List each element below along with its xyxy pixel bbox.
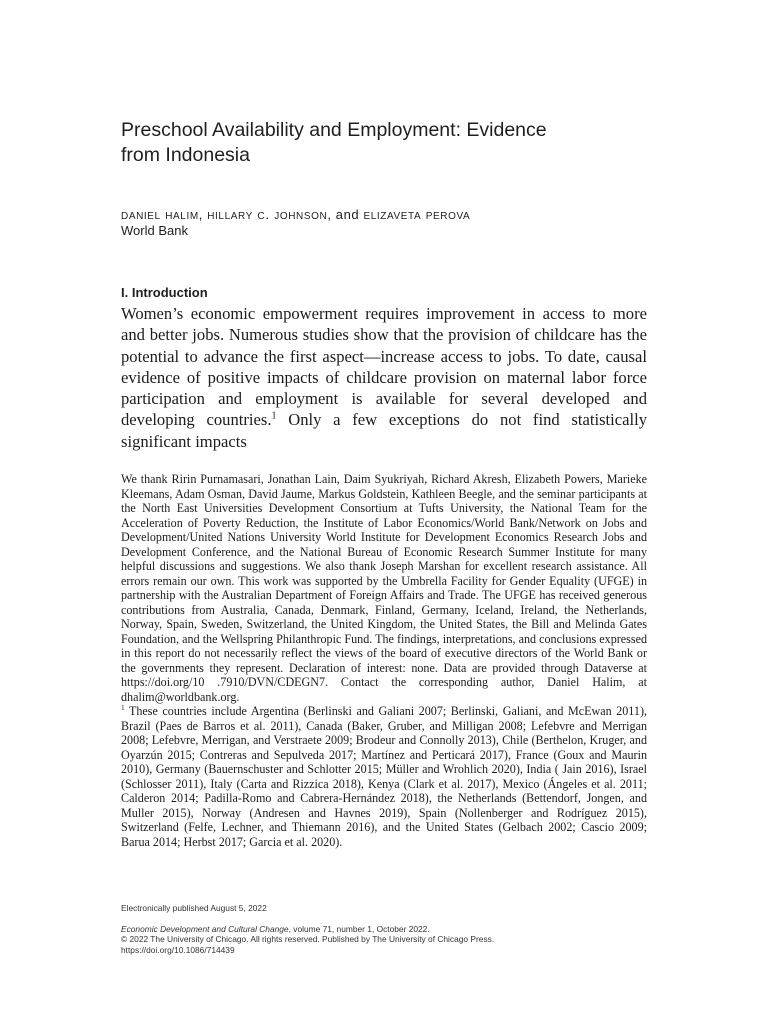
acknowledgment-note: We thank Ririn Purnamasari, Jonathan Lain, Daim Syukriyah, Richard Akresh, Elizabeth Powers, Marieke Kleemans, Adam Osman, David Jaume, Markus Goldstein, Kathleen Beegle, and the seminar participants at the North East Universities Development Consortium at Tufts University, the National Team for the Acceleration of Poverty Reduction, the Institute of Labor Economics/World Bank/Network on Jobs and Development/United Nations University World Institute for Development Economics Research Jobs and Development Conference, and the National Bureau of Economic Research Summer Institute for many helpful discussions and suggestions. We also thank Joseph Marshan for excellent research assistance. All errors remain our own. This work was supported by the Umbrella Facility for Gender Equality (UFGE) in partnership with the Australian Department of Foreign Affairs and Trade. The UFGE has received generous contributions from Australia, Canada, Denmark, Finland, Germany, Iceland, Ireland, the Netherlands, Norway, Spain, Sweden, Switzerland, the United Kingdom, the United States, the Bill and Melinda Gates Foundation, and the Wellspring Philanthropic Fund. The findings, interpretations, and conclusions expressed in this report do not necessarily reflect the views of the board of executive directors of the World Bank or the governments they represent. Declaration of interest: none. Data are provided through Dataverse at https://doi.org/10 .7910/DVN/CDEGN7. Contact the corresponding author, Daniel Halim, at dhalim@worldbank.org. bbox=[121, 472, 647, 704]
section-heading: I. Introduction bbox=[121, 285, 208, 300]
epub-date: Electronically published August 5, 2022 bbox=[121, 903, 267, 913]
doi-link[interactable]: https://doi.org/10.1086/714439 bbox=[121, 944, 235, 955]
journal-volume: , volume 71, number 1, October 2022. bbox=[288, 923, 430, 934]
intro-paragraph bbox=[121, 303, 647, 452]
footnote-text: These countries include Argentina (Berlinski and Galiani 2007; Berlinski, Galiani, and McEwan 2011), Brazil (Paes de Barros et al. 2011), Canada (Baker, Gruber, and Milligan 2008; Lefebvre and Merrigan 2008; Lefebvre, Merrigan, and Verstraete 2009; Brodeur and Connolly 2013), Chile (Berthelon, Kruger, and Oyarzún 2015; Contreras and Sepulveda 2017; Martínez and Perticará 2017), France (Goux and Maurin 2010), Germany (Bauernschuster and Schlotter 2015; Müller and Wrohlich 2020), India ( Jain 2016), Israel (Schlosser 2011), Italy (Carta and Rizzica 2018), Kenya (Clark et al. 2017), Mexico (Ángeles et al. 2011; Calderon 2014; Padilla-Romo and Cabrera-Hernández 2018), the Netherlands (Bettendorf, Jongen, and Muller 2015), Norway (Andresen and Havnes 2019), Spain (Nollenberger and Rodríguez 2015), Switzerland (Felfe, Lechner, and Thiemann 2016), and the United States (Gelbach 2002; Cascio 2009; Barua 2014; Herbst 2017; Garcia et al. 2020). bbox=[121, 704, 647, 849]
journal-name: Economic Development and Cultural Change bbox=[121, 923, 289, 934]
author-conjunction: , and bbox=[327, 207, 364, 222]
footnote-1 bbox=[121, 704, 647, 849]
author-affiliation: World Bank bbox=[121, 223, 188, 238]
author-separator: , bbox=[198, 207, 208, 222]
footnotes bbox=[121, 472, 647, 849]
article-title-line-2: from Indonesia bbox=[121, 144, 250, 166]
copyright-line: © 2022 The University of Chicago. All rights reserved. Published by The University of Chicago Press. bbox=[121, 934, 495, 945]
footnote-reference: 1 bbox=[271, 410, 277, 422]
article-title bbox=[121, 118, 681, 168]
paragraph-text: Only a few exceptions do not find statistically significant impacts bbox=[121, 410, 647, 451]
article-title-line-1: Preschool Availability and Employment: Evidence bbox=[121, 119, 547, 141]
journal-citation bbox=[121, 924, 681, 935]
author-list bbox=[121, 205, 681, 224]
paragraph-text: Women’s economic empowerment requires improvement in access to more and better jobs. Numerous studies show that the provision of childcare has the potential to advance the first aspect—increase access to jobs. To date, causal evidence of positive impacts of childcare provision on maternal labor force participation and employment is available for several developed and developing countries. bbox=[121, 304, 647, 430]
publication-info bbox=[121, 903, 681, 955]
author-name: elizaveta perova bbox=[363, 206, 471, 222]
author-name: daniel halim bbox=[121, 206, 199, 222]
footnote-number: 1 bbox=[121, 703, 125, 712]
author-name: hillary c. johnson bbox=[207, 206, 328, 222]
